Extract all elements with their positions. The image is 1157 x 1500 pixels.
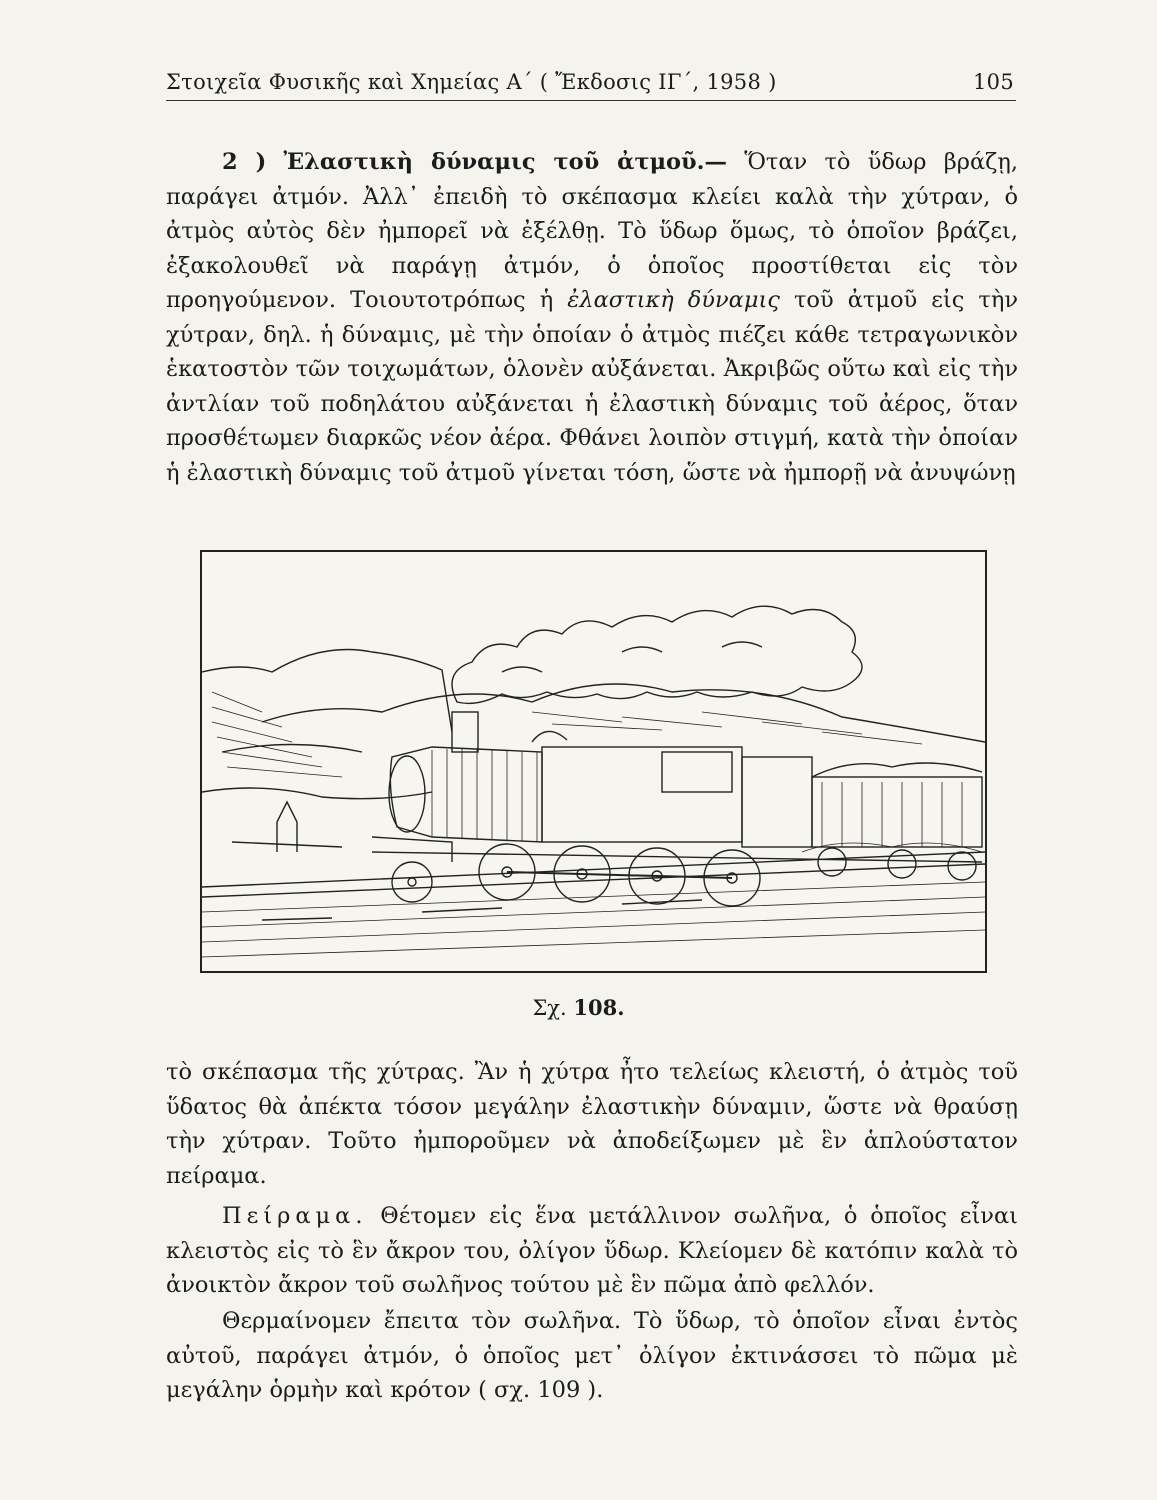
section-number: 2 ) bbox=[222, 149, 267, 175]
section-emphasis: ἐλαστικὴ δύναμις bbox=[567, 287, 780, 313]
experiment-label: Πείραμα. bbox=[222, 1203, 368, 1229]
section-title: Ἐλαστικὴ δύναμις τοῦ ἀτμοῦ.— bbox=[283, 149, 727, 175]
experiment-paragraph bbox=[166, 1199, 1018, 1303]
mountain-left bbox=[202, 650, 452, 733]
railway-track bbox=[202, 852, 985, 957]
cab bbox=[542, 747, 742, 842]
figure-caption bbox=[0, 995, 1157, 1020]
experiment-text: Θέτομεν εἰς ἕνα μετάλλινον σωλῆνα, ὁ ὁποῖος εἶναι κλειστὸς εἰς τὸ ἓν ἄκρον του, ὀλίγον ὕδωρ. Κλείομεν δὲ κατόπιν καλὰ τὸ ἀνοικτὸν ἄκρον τοῦ σωλῆνος τούτου μὲ ἓν πῶμα ἀπὸ φελλόν. bbox=[166, 1203, 1018, 1298]
mountain-range bbox=[262, 684, 985, 742]
page-number: 105 bbox=[973, 70, 1014, 94]
section-text-1: Ὅταν τὸ ὕδωρ βράζῃ, παράγει ἀτμόν. Ἀλλ᾽ ἐπειδὴ τὸ σκέπασμα κλείει καλὰ τὴν χύτραν, ὁ ἀτμὸς αὐτὸς δὲν ἠμπορεῖ νὰ ἐξέλθῃ. Τὸ ὕδωρ ὅμως, τὸ ὁποῖον βράζει, ἐξακολουθεῖ νὰ παράγῃ ἀτμόν, ὁ ὁποῖος προστίθεται εἰς τὸν προηγούμενον. Τοιουτοτρόπως ἡ bbox=[166, 149, 1018, 313]
section-text-2: τοῦ ἀτμοῦ εἰς τὴν χύτραν, δηλ. ἡ δύναμις, μὲ τὴν ὁποίαν ὁ ἀτμὸς πιέζει κάθε τετραγωνικὸν ἑκατοστὸν τῶν τοιχωμάτων, ὁλονὲν αὐξάνεται. Ἀκριβῶς οὕτω καὶ εἰς τὴν ἀντλίαν τοῦ ποδηλάτου αὐξάνεται ἡ ἐλαστικὴ δύναμις τοῦ ἀέρος, ὅταν προσθέτωμεν διαρκῶς νέον ἀέρα. Φθάνει λοιπὸν στιγμή, κατὰ τὴν ὁποίαν ἡ ἐλαστικὴ δύναμις τοῦ ἀτμοῦ γίνεται τόση, ὥστε νὰ ἠμπορῇ νὰ ἀνυψώνῃ bbox=[166, 287, 1018, 486]
section-paragraph bbox=[166, 145, 1018, 490]
final-paragraph: Θερμαίνομεν ἔπειτα τὸν σωλῆνα. Τὸ ὕδωρ, τὸ ὁποῖον εἶναι ἐντὸς αὐτοῦ, παράγει ἀτμόν, ὁ ὁποῖος μετ᾽ ὀλίγον ἐκτινάσσει τὸ πῶμα μὲ μεγάλην ὁρμὴν καὶ κρότον ( σχ. 109 ). bbox=[166, 1308, 1018, 1403]
running-head bbox=[166, 70, 1016, 101]
caption-number: 108. bbox=[573, 995, 625, 1020]
running-head-title: Στοιχεῖα Φυσικῆς καὶ Χημείας Α΄ ( Ἔκδοσις ΙΓ΄, 1958 ) bbox=[166, 70, 777, 94]
smokestack bbox=[452, 712, 478, 752]
locomotive-illustration bbox=[200, 550, 987, 973]
continuation-paragraph: τὸ σκέπασμα τῆς χύτρας. Ἂν ἡ χύτρα ἦτο τελείως κλειστή, ὁ ἀτμὸς τοῦ ὕδατος θὰ ἀπέκτα τόσον μεγάλην ἐλαστικὴν δύναμιν, ὥστε νὰ θραύσῃ τὴν χύτραν. Τοῦτο ἠμποροῦμεν νὰ ἀποδείξωμεν μὲ ἓν ἁπλούστατον πείραμα. bbox=[166, 1059, 1018, 1189]
caption-label: Σχ. bbox=[532, 996, 567, 1020]
tender bbox=[812, 777, 982, 847]
